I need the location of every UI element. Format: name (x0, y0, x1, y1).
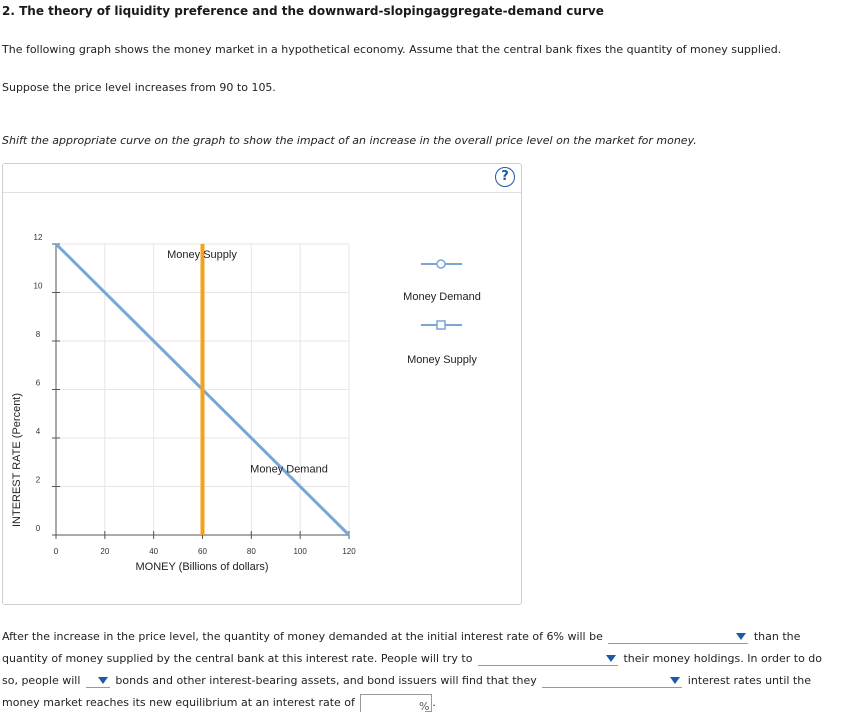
y-axis-label: INTEREST RATE (Percent) (11, 392, 23, 528)
square-marker-icon[interactable] (437, 321, 445, 329)
price-level-text: Suppose the price level increases from 90 to 105. (2, 81, 276, 94)
chart-ticks (34, 233, 357, 556)
x-tick-label: 80 (246, 547, 256, 556)
bond-issuers-dropdown[interactable] (542, 675, 682, 688)
legend-money-demand[interactable] (403, 260, 481, 303)
y-tick-label: 10 (33, 281, 43, 291)
x-tick-label: 60 (198, 547, 207, 556)
x-tick-label: 100 (293, 547, 307, 556)
y-tick-label: 0 (35, 524, 41, 533)
money-market-chart (0, 190, 520, 600)
chevron-down-icon (606, 655, 616, 662)
page-title: 2. The theory of liquidity preference and the downward-slopingaggregate-demand curve (2, 4, 604, 18)
interest-rate-input[interactable] (361, 698, 425, 714)
interest-rate-input-box[interactable] (360, 694, 432, 712)
instruction-text: Shift the appropriate curve on the graph to show the impact of an increase in the overall price level on the market for money. (2, 134, 697, 147)
chevron-down-icon (736, 633, 746, 640)
bonds-action-dropdown[interactable] (86, 675, 110, 688)
question-sentence-5: interest rates until the money market reaches its new equilibrium at an interest rate of (2, 674, 811, 709)
chevron-down-icon (98, 677, 108, 684)
help-button[interactable]: ? (495, 167, 515, 187)
legend-demand-label: Money Demand (403, 291, 481, 303)
percent-unit: % (418, 700, 430, 713)
intro-text: The following graph shows the money market in a hypothetical economy. Assume that the central bank fixes the quantity of money supplied. (2, 43, 782, 56)
legend-supply-label: Money Supply (407, 354, 477, 366)
y-tick-label: 4 (35, 427, 41, 436)
chevron-down-icon (670, 677, 680, 684)
y-tick-label: 8 (35, 330, 41, 339)
x-tick-label: 0 (53, 547, 59, 556)
y-tick-label: 12 (33, 233, 43, 242)
y-tick-label: 2 (35, 475, 41, 485)
money-holdings-dropdown[interactable] (478, 653, 618, 666)
quantity-comparison-dropdown[interactable] (608, 631, 748, 644)
x-tick-label: 120 (342, 547, 356, 556)
question-paragraph (2, 626, 832, 714)
x-tick-label: 20 (100, 547, 110, 556)
graph-panel-toolbar (3, 164, 521, 193)
money-supply-curve-label: Money Supply (167, 249, 237, 261)
question-end: . (432, 696, 436, 709)
x-tick-label: 40 (149, 547, 159, 556)
question-sentence-2: than the quantity of money supplied by the central bank at this interest rate. People will try to (2, 630, 801, 665)
legend-money-supply[interactable] (407, 321, 477, 366)
question-sentence-3: their money holdings. In order to do so, people will (2, 652, 823, 687)
money-demand-curve-label: Money Demand (250, 463, 328, 476)
question-sentence-1: After the increase in the price level, the quantity of money demanded at the initial interest rate of 6% will be (2, 630, 603, 643)
circle-marker-icon[interactable] (437, 260, 445, 268)
question-sentence-4: bonds and other interest-bearing assets, and bond issuers will find that they (115, 674, 537, 687)
x-axis-label: MONEY (Billions of dollars) (135, 561, 269, 573)
y-tick-label: 6 (35, 378, 41, 388)
